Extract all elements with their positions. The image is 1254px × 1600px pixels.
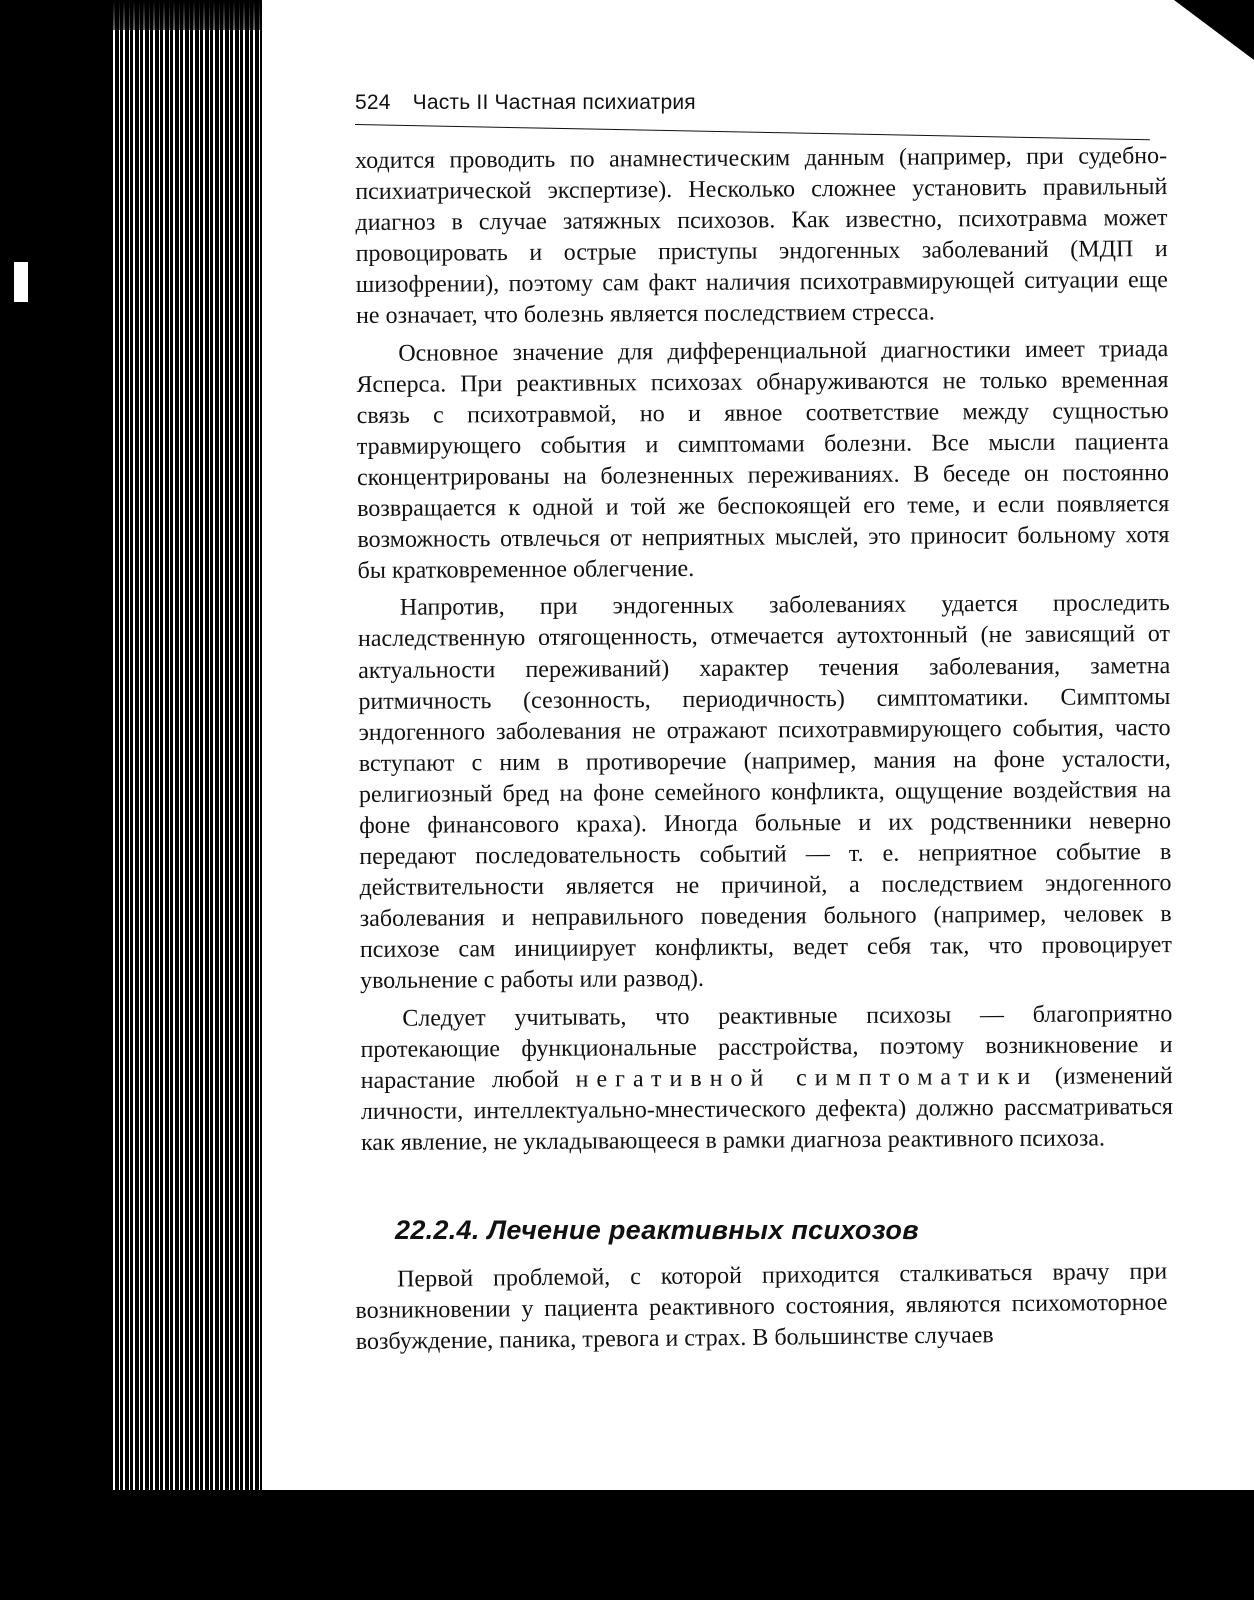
spaced-emphasis: негативной симптоматики — [575, 1063, 1039, 1093]
page-tab-marker — [14, 262, 28, 302]
section-paragraph: Первой проблемой, с которой приходится сталкиваться врачу при возникновении у пациента реактивного состояния, являются психомоторное возбуждение, паника, тревога и страх. В большинстве случаев — [355, 1258, 1168, 1355]
section-heading: 22.2.4. Лечение реактивных психозов — [395, 1215, 919, 1245]
main-text — [355, 141, 1173, 1165]
paragraph-3: Напротив, при эндогенных заболеваниях удается проследить наследственную отягощенность, отмечается аутохтонный (не зависящий от актуальности переживаний) характер течения заболевания, заметна ритмичность (сезонность, периодичность) симптоматики. Симптомы эндогенного заболевания не отражают психотравмирующего события, часто вступают с ним в противоречие (например, мания на фоне усталости, религиозный бред на фоне семейного конфликта, ощущение воздействия на фоне финансового краха). Иногда больные и их родственники неверно передают последовательность событий — т. е. неприятное событие в действительности является не причиной, а последствием эндогенного заболевания и неправильного поведения больного (например, человек в психозе сам инициирует конфликты, ведет себя так, что провоцирует увольнение с работы или развод). — [357, 590, 1172, 995]
part-title: Часть II Частная психиатрия — [412, 91, 696, 114]
bottom-shadow — [0, 1490, 1254, 1600]
top-shadow — [0, 0, 262, 30]
paragraph-4 — [360, 999, 1173, 1159]
page-number: 524 — [355, 91, 391, 114]
paragraph-1: ходится проводить по анамнестическим данным (например, при судебно-психиатрической экспертизе). Несколько сложнее установить правильный диагноз в случае затяжных психозов. Как известно, психотравма может провоцировать и острые приступы эндогенных заболеваний (МДП и шизофрении), поэтому сам факт наличия психотравмирующей ситуации еще не означает, что болезнь является последствием стресса. — [355, 143, 1168, 330]
paragraph-2: Основное значение для дифференциальной диагностики имеет триада Ясперса. При реактивных психозах обнаруживаются не только временная связь с психотравмой, но и явное соответствие между сущностью травмирующего события и симптомами болезни. Все мысли пациента сконцентрированы на болезненных переживаниях. В беседе он постоянно возвращается к одной и той же беспокоящей его теме, и если появляется возможность отвлечься от неприятных мыслей, это приносит больному хотя бы кратковременное облегчение. — [356, 335, 1170, 585]
section-text — [355, 1256, 1168, 1357]
running-header — [355, 91, 1165, 125]
paragraph-4-text-after: (изменений личности, интеллектуально-мнестического дефекта) должно рассматриваться как явление, не укладывающееся в рамки диагноза реактивного психоза. — [360, 1062, 1173, 1156]
book-binding-shadow — [0, 0, 110, 1600]
paragraph-4-text-before: Следует учитывать, что реактивные психозы — благоприятно протекающие функциональные расстройства, поэтому возникновение и нарастание любой — [360, 1000, 1173, 1094]
